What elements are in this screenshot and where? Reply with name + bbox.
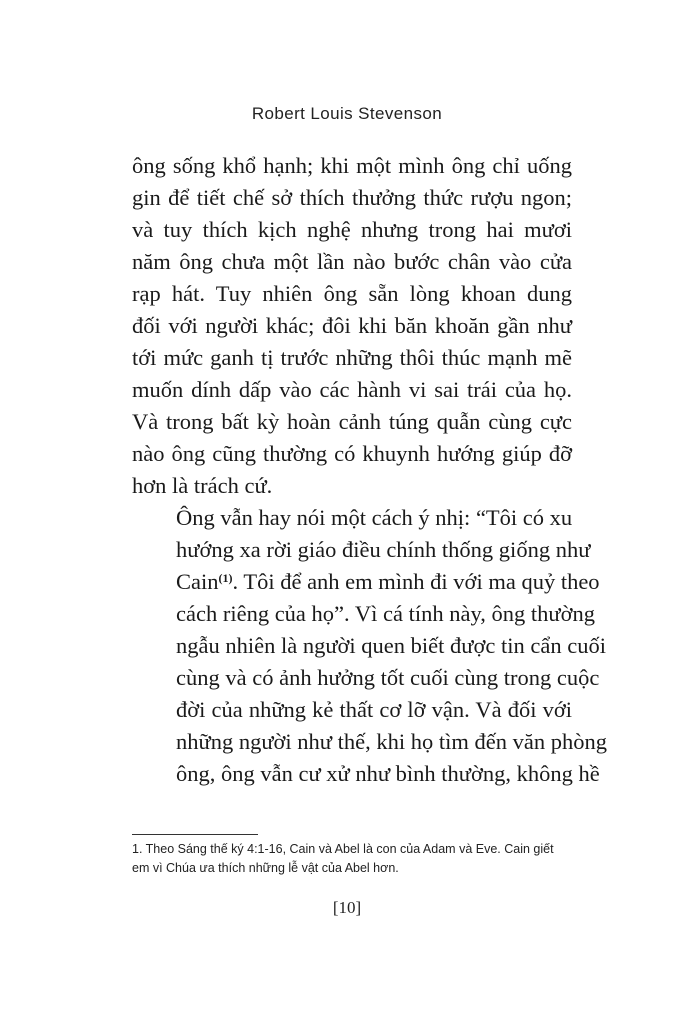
text-line: đối với người khác; đôi khi băn khoăn gần như [132,313,572,338]
footnote-marker: (1) [218,571,233,585]
text-line: nào ông cũng thường có khuynh hướng giúp đỡ [132,441,572,466]
footnote: 1. Theo Sáng thế ký 4:1-16, Cain và Abel là con của Adam và Eve. Cain giết em vì Chúa ưa thích những lễ vật của Abel hơn. [132,842,554,875]
text-line: và tuy thích kịch nghệ nhưng trong hai mươi [132,217,572,242]
text-line: ngẫu nhiên là người quen biết được tin cẩn cuối [176,633,606,658]
text-line: đời của những kẻ thất cơ lỡ vận. Và đối với [176,697,572,722]
text-line: hơn là trách cứ. [132,473,273,498]
text-line: năm ông chưa một lần nào bước chân vào cửa [132,249,572,274]
text-line: ông, ông vẫn cư xử như bình thường, không hề [176,761,600,786]
paragraph-2 [132,502,607,790]
running-head-author: Robert Louis Stevenson [251,104,443,123]
text-line: rạp hát. Tuy nhiên ông sẵn lòng khoan dung [132,281,572,306]
paragraph-1 [132,150,572,502]
text-fragment: Cain [176,569,219,594]
text-fragment: . Tôi để anh em mình đi với ma quỷ theo [232,569,600,594]
text-line: cùng và có ảnh hưởng tốt cuối cùng trong cuộc [176,665,600,690]
text-line: Và trong bất kỳ hoàn cảnh túng quẫn cùng cực [132,409,572,434]
text-line: ông sống khổ hạnh; khi một mình ông chỉ uống [132,153,572,178]
text-line: những người như thế, khi họ tìm đến văn phòng [176,729,607,754]
page-number: [10] [332,898,362,917]
text-line: cách riêng của họ”. Vì cá tính này, ông thường [176,601,595,626]
text-line: hướng xa rời giáo điều chính thống giống như [176,537,591,562]
text-line: Ông vẫn hay nói một cách ý nhị: “Tôi có xu [176,505,573,530]
text-line: gin để tiết chế sở thích thưởng thức rượu ngon; [132,185,572,210]
footnote-divider [132,834,258,835]
text-line: tới mức ganh tị trước những thôi thúc mạnh mẽ [132,345,572,370]
body-text [132,150,607,790]
text-line: muốn dính dấp vào các hành vi sai trái của họ. [132,377,572,402]
text-line-with-footnote [132,566,600,598]
